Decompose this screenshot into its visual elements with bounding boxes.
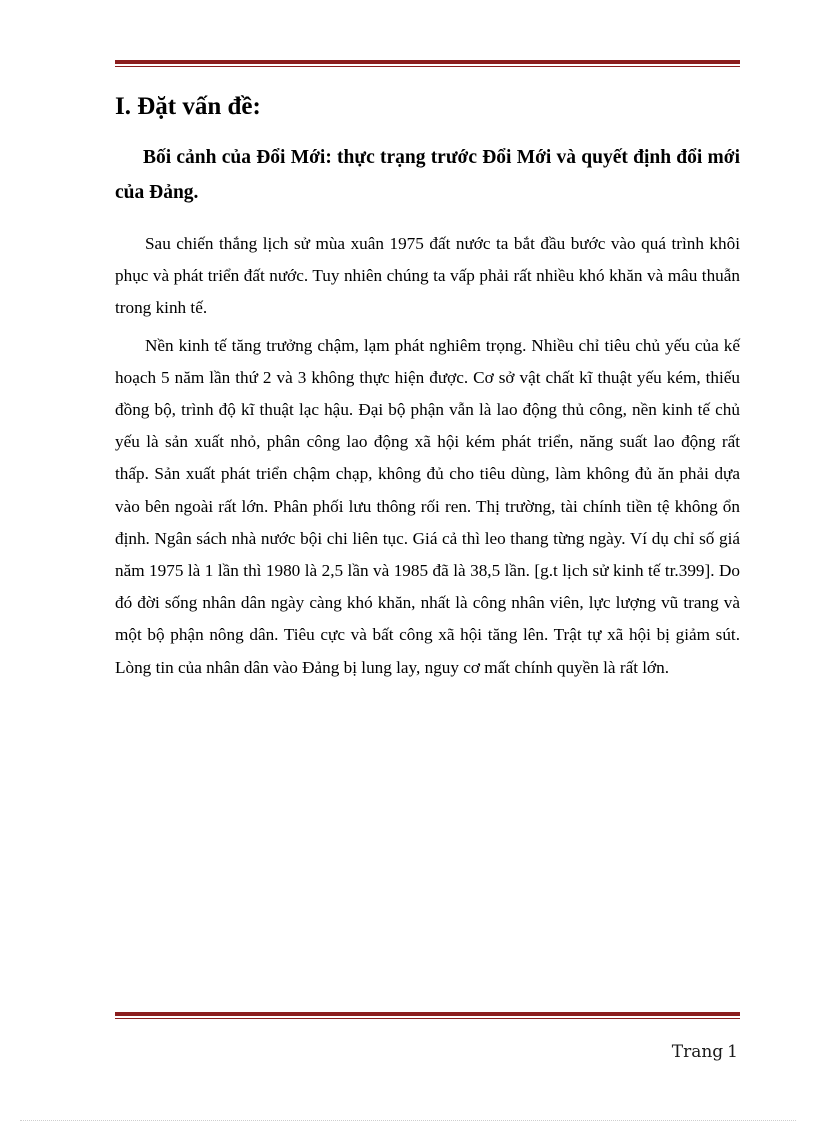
header-rule [115,60,740,67]
section-heading: I. Đặt vấn đề: [115,93,261,120]
page-number [668,1042,738,1062]
page-label: Trang [671,1042,724,1062]
page-content [115,88,740,684]
page-edge-divider [20,1120,796,1121]
sub-heading: Bối cảnh của Đổi Mới: thực trạng trước Đổi Mới và quyết định đổi mới của Đảng. [115,147,740,203]
body-paragraph: Sau chiến thắng lịch sử mùa xuân 1975 đất nước ta bắt đầu bước vào quá trình khôi phục và phát triển đất nước. Tuy nhiên chúng ta vấp phải rất nhiều khó khăn và mâu thuẫn trong kinh tế. [115,234,740,318]
body-paragraph: Nền kinh tế tăng trưởng chậm, lạm phát nghiêm trọng. Nhiều chỉ tiêu chủ yếu của kế hoạch 5 năm lần thứ 2 và 3 không thực hiện được. Cơ sở vật chất kĩ thuật yếu kém, thiếu đồng bộ, trình độ kĩ thuật lạc hậu. Đại bộ phận vẫn là lao động thủ công, nền kinh tế chủ yếu là sản xuất nhỏ, phân công lao động xã hội kém phát triển, năng suất lao động rất thấp. Sản xuất phát triển chậm chạp, không đủ cho tiêu dùng, làm không đủ ăn phải dựa vào bên ngoài rất lớn. Phân phối lưu thông rối ren. Thị trường, tài chính tiền tệ không ổn định. Ngân sách nhà nước bội chi liên tục. Giá cả thì leo thang từng ngày. Ví dụ chỉ số giá năm 1975 là 1 lần thì 1980 là 2,5 lần và 1985 đã là 38,5 lần. [g.t lịch sử kinh tế tr.399]. Do đó đời sống nhân dân ngày càng khó khăn, nhất là công nhân viên, lực lượng vũ trang và một bộ phận nông dân. Tiêu cực và bất công xã hội tăng lên. Trật tự xã hội bị giảm sút. Lòng tin của nhân dân vào Đảng bị lung lay, nguy cơ mất chính quyền là rất lớn. [115,335,740,677]
footer-rule [115,1012,740,1019]
page-number-value: 1 [727,1042,738,1062]
